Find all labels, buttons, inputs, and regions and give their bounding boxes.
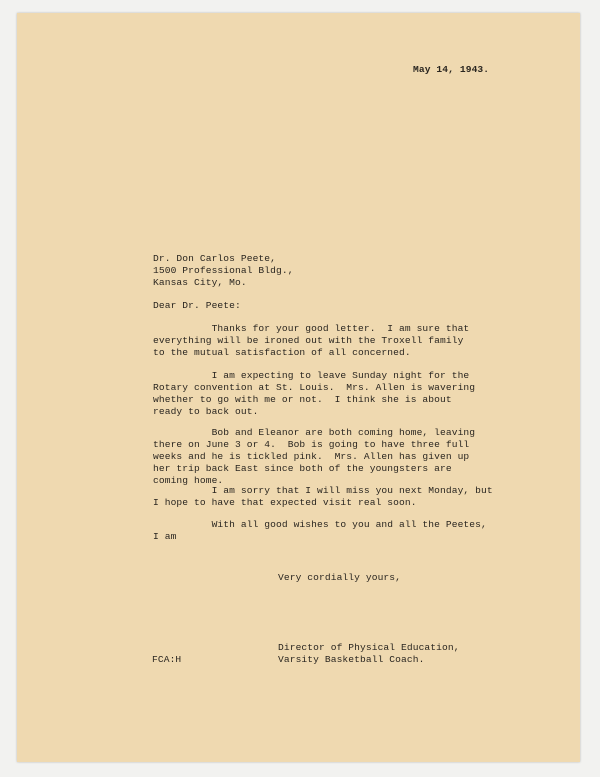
- signature-block: [278, 642, 460, 666]
- address-line-building: 1500 Professional Bldg.,: [153, 265, 294, 276]
- complimentary-close: Very cordially yours,: [278, 572, 402, 583]
- address-line-city: Kansas City, Mo.: [153, 277, 247, 288]
- paragraph-3: Bob and Eleanor are both coming home, leaving there on June 3 or 4. Bob is going to have three full weeks and he is tickled pink. Mrs. Allen has given up her trip back East since both of the youngsters are coming home.: [153, 427, 476, 486]
- signature-title-1: Director of Physical Education,: [278, 642, 460, 653]
- paragraph-5: With all good wishes to you and all the Peetes, I am: [153, 519, 487, 542]
- address-line-name: Dr. Don Carlos Peete,: [153, 253, 277, 264]
- reference-initials: FCA:H: [152, 654, 182, 665]
- salutation: Dear Dr. Peete:: [153, 300, 241, 311]
- paragraph-2: I am expecting to leave Sunday night for the Rotary convention at St. Louis. Mrs. Allen is wavering whether to go with me or not. I think she is about ready to back out.: [153, 370, 476, 417]
- paragraph-4: I am sorry that I will miss you next Monday, but I hope to have that expected visit real soon.: [153, 485, 493, 508]
- letter-date: May 14, 1943.: [413, 64, 490, 75]
- paragraph-1: Thanks for your good letter. I am sure that everything will be ironed out with the Troxell family to the mutual satisfaction of all concerned.: [153, 323, 470, 358]
- signature-title-2: Varsity Basketball Coach.: [278, 654, 425, 665]
- recipient-address: [153, 253, 294, 289]
